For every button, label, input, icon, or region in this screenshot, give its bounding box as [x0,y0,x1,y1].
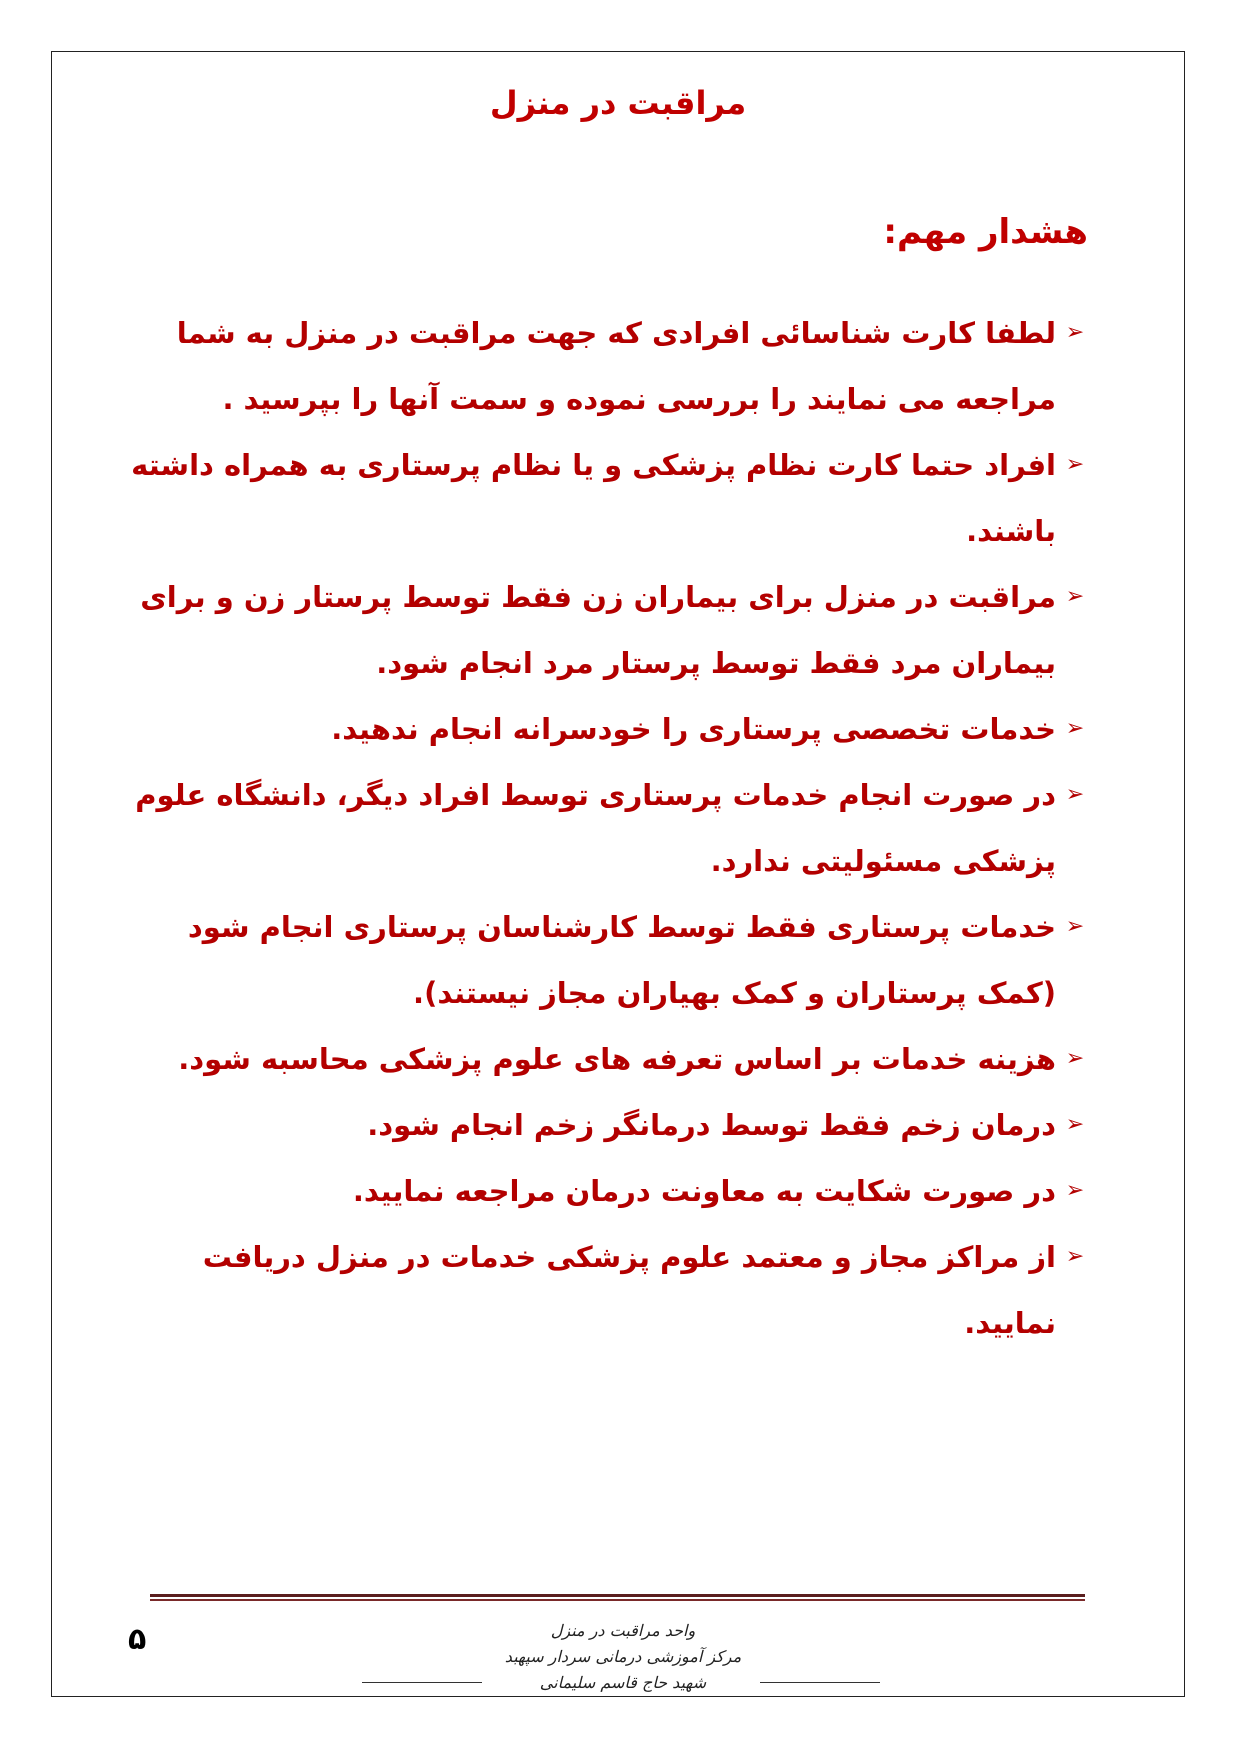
list-item [128,1224,1088,1356]
list-item [128,1158,1088,1224]
check-arrow-icon: ➢ [1065,584,1085,609]
list-item-text: در صورت شکایت به معاونت درمان مراجعه نمایید. [352,1174,1056,1208]
list-item [128,432,1088,564]
check-arrow-icon: ➢ [1065,782,1085,807]
warning-heading: هشدار مهم: [883,212,1088,252]
check-arrow-icon: ➢ [1065,914,1085,939]
list-item-text: افراد حتما کارت نظام پزشکی و یا نظام پرستاری به همراه داشته باشند. [131,448,1056,548]
footer-rule [150,1594,1085,1604]
list-item [128,1026,1088,1092]
list-item-text: مراقبت در منزل برای بیماران زن فقط توسط پرستار زن و برای بیماران مرد فقط توسط پرستار مرد انجام شود. [140,580,1056,680]
list-item-text: از مراکز مجاز و معتمد علوم پزشکی خدمات در منزل دریافت نمایید. [202,1240,1056,1340]
footer-signature [488,1618,758,1696]
list-item-text: خدمات پرستاری فقط توسط کارشناسان پرستاری انجام شود (کمک پرستاران و کمک بهیاران مجاز نیستند). [187,910,1056,1010]
signature-line-right [760,1682,880,1683]
list-item [128,894,1088,1026]
list-item [128,762,1088,894]
check-arrow-icon: ➢ [1065,1178,1085,1203]
signature-line-left [362,1682,482,1683]
check-arrow-icon: ➢ [1065,1046,1085,1071]
check-arrow-icon: ➢ [1065,452,1085,477]
list-item-text: خدمات تخصصی پرستاری را خودسرانه انجام ندهید. [331,712,1056,746]
unit-name: واحد مراقبت در منزل [550,1621,696,1640]
list-item-text: هزینه خدمات بر اساس تعرفه های علوم پزشکی محاسبه شود. [178,1042,1056,1076]
list-item [128,564,1088,696]
list-item-text: در صورت انجام خدمات پرستاری توسط افراد دیگر، دانشگاه علوم پزشکی مسئولیتی ندارد. [135,778,1056,878]
page-title: مراقبت در منزل [489,84,747,122]
check-arrow-icon: ➢ [1065,320,1085,345]
list-item [128,1092,1088,1158]
check-arrow-icon: ➢ [1065,716,1085,741]
check-arrow-icon: ➢ [1065,1244,1085,1269]
check-arrow-icon: ➢ [1065,1112,1085,1137]
list-item [128,300,1088,432]
warning-list [128,300,1088,1356]
center-name: مرکز آموزشی درمانی سردار سپهبد شهید حاج قاسم سلیمانی [504,1647,742,1692]
list-item-text: لطفا کارت شناسائی افرادی که جهت مراقبت در منزل به شما مراجعه می نمایند را بررسی نموده و سمت آنها را بپرسید . [176,316,1056,416]
list-item [128,696,1088,762]
page-number: ۵ [128,1622,147,1657]
list-item-text: درمان زخم فقط توسط درمانگر زخم انجام شود. [367,1108,1056,1142]
